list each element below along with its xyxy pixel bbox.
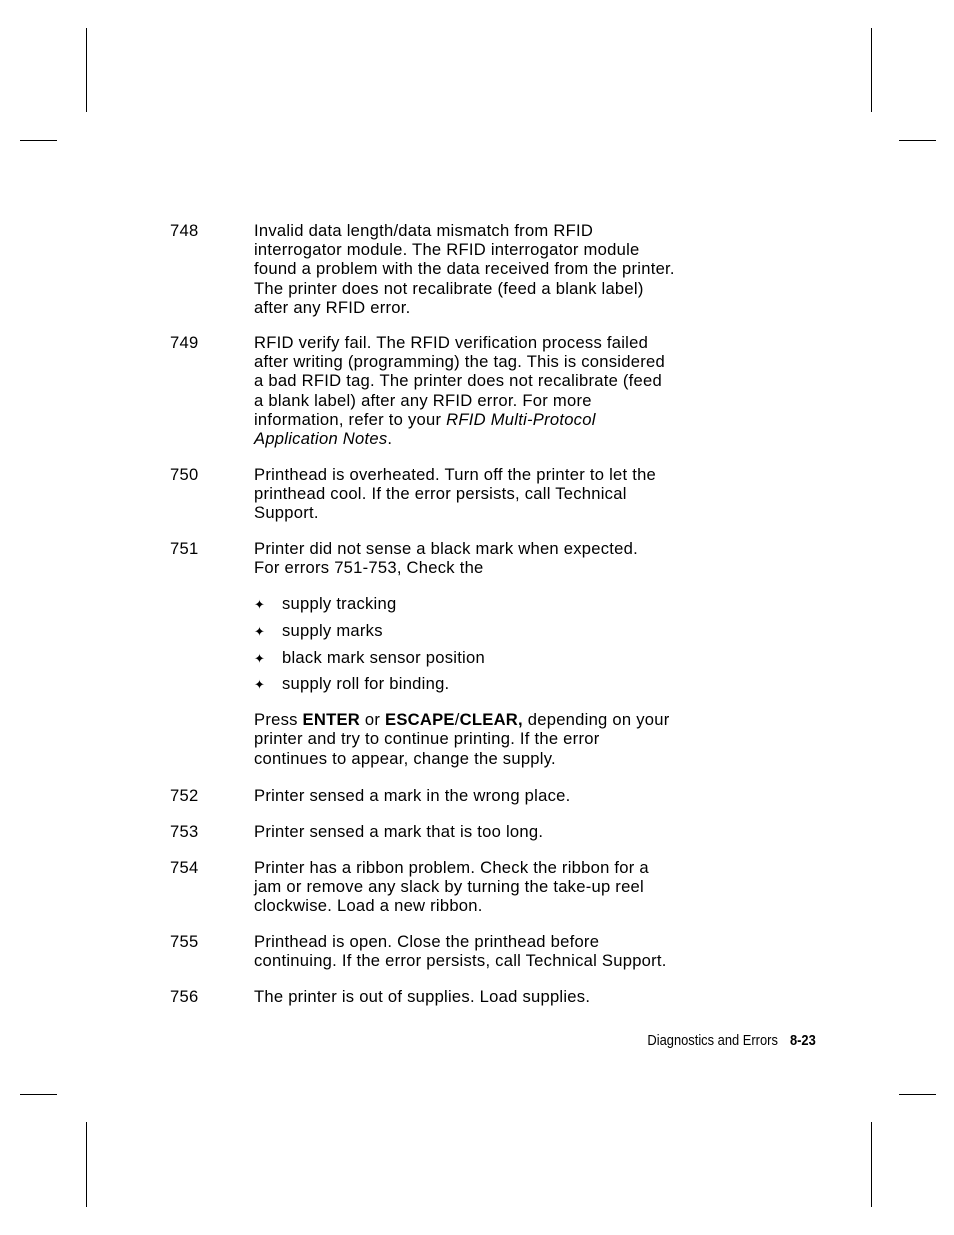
escape-key-name: ESCAPE [385,710,455,729]
error-description [254,221,734,317]
crop-mark [86,1122,87,1207]
crop-mark [899,1094,936,1095]
description-line: For errors 751-753, Check the [254,558,484,578]
crop-mark [871,28,872,112]
error-description [254,333,734,448]
list-item [254,674,449,694]
document-title-italic: RFID Multi-Protocol [446,409,596,429]
description-line: printer and try to continue printing. If the error [254,729,600,749]
error-code: 753 [170,822,199,841]
description-line [254,710,734,729]
description-line: Printer did not sense a black mark when expected. [254,539,638,558]
error-description [254,539,734,577]
description-text: or [360,710,386,729]
list-item [254,594,396,614]
description-line: interrogator module. The RFID interrogator module [254,240,640,260]
four-point-star-icon: ✦ [254,624,266,639]
clear-key-name: CLEAR, [459,710,523,729]
error-description [254,786,734,805]
page-footer [648,1032,816,1049]
list-item-label: supply roll for binding. [282,674,450,693]
error-description [254,465,734,523]
press-instructions [254,710,734,769]
error-code: 748 [170,221,199,240]
description-text: / [454,710,460,729]
description-line: continues to appear, change the supply. [254,749,556,769]
crop-mark [86,28,87,112]
description-line: RFID verify fail. The RFID verification process failed [254,333,649,352]
page-number: 8-23 [790,1032,816,1049]
description-line: Printer has a ribbon problem. Check the ribbon for a [254,858,649,877]
description-line: Printer sensed a mark in the wrong place. [254,786,571,805]
description-line: a bad RFID tag. The printer does not recalibrate (feed [254,371,662,391]
description-line: continuing. If the error persists, call Technical Support. [254,951,667,971]
description-line: Invalid data length/data mismatch from RFID [254,221,594,240]
description-line: after any RFID error. [254,297,411,317]
description-line: Support. [254,503,319,523]
error-code: 749 [170,333,199,352]
crop-mark [899,140,936,141]
description-line: after writing (programming) the tag. This is considered [254,352,665,372]
error-code: 750 [170,465,199,484]
description-line: clockwise. Load a new ribbon. [254,896,483,916]
error-code: 755 [170,932,199,951]
description-line: Printhead is overheated. Turn off the printer to let the [254,465,657,484]
document-title-italic: Application Notes [254,429,388,449]
description-line: a blank label) after any RFID error. For more [254,390,592,410]
crop-mark [20,140,57,141]
list-item [254,621,383,641]
description-line: Printer sensed a mark that is too long. [254,822,544,841]
description-line: The printer is out of supplies. Load supplies. [254,987,591,1006]
description-line: The printer does not recalibrate (feed a blank label) [254,278,644,298]
error-code: 752 [170,786,199,805]
error-description [254,822,734,841]
description-line: jam or remove any slack by turning the take-up reel [254,877,644,897]
error-code: 756 [170,987,199,1006]
description-line: Printhead is open. Close the printhead before [254,932,600,951]
error-code: 754 [170,858,199,877]
description-line: printhead cool. If the error persists, call Technical [254,484,627,504]
error-description [254,932,734,970]
enter-key-name: ENTER [302,710,361,729]
crop-mark [20,1094,57,1095]
list-item [254,648,485,668]
list-item-label: supply marks [282,621,383,640]
error-description [254,987,734,1006]
four-point-star-icon: ✦ [254,651,266,666]
list-item-label: supply tracking [282,594,397,613]
section-title: Diagnostics and Errors [647,1032,779,1049]
description-text: information, refer to your [254,409,447,429]
crop-mark [871,1122,872,1207]
four-point-star-icon: ✦ [254,677,266,692]
description-text: depending on your [522,710,670,729]
description-line [254,410,734,429]
error-code: 751 [170,539,199,558]
four-point-star-icon: ✦ [254,597,266,612]
description-text: Press [254,710,303,729]
description-line [254,429,734,448]
list-item-label: black mark sensor position [282,648,485,667]
description-line: found a problem with the data received from the printer. [254,259,675,279]
description-text: . [387,429,393,449]
error-description [254,858,734,916]
